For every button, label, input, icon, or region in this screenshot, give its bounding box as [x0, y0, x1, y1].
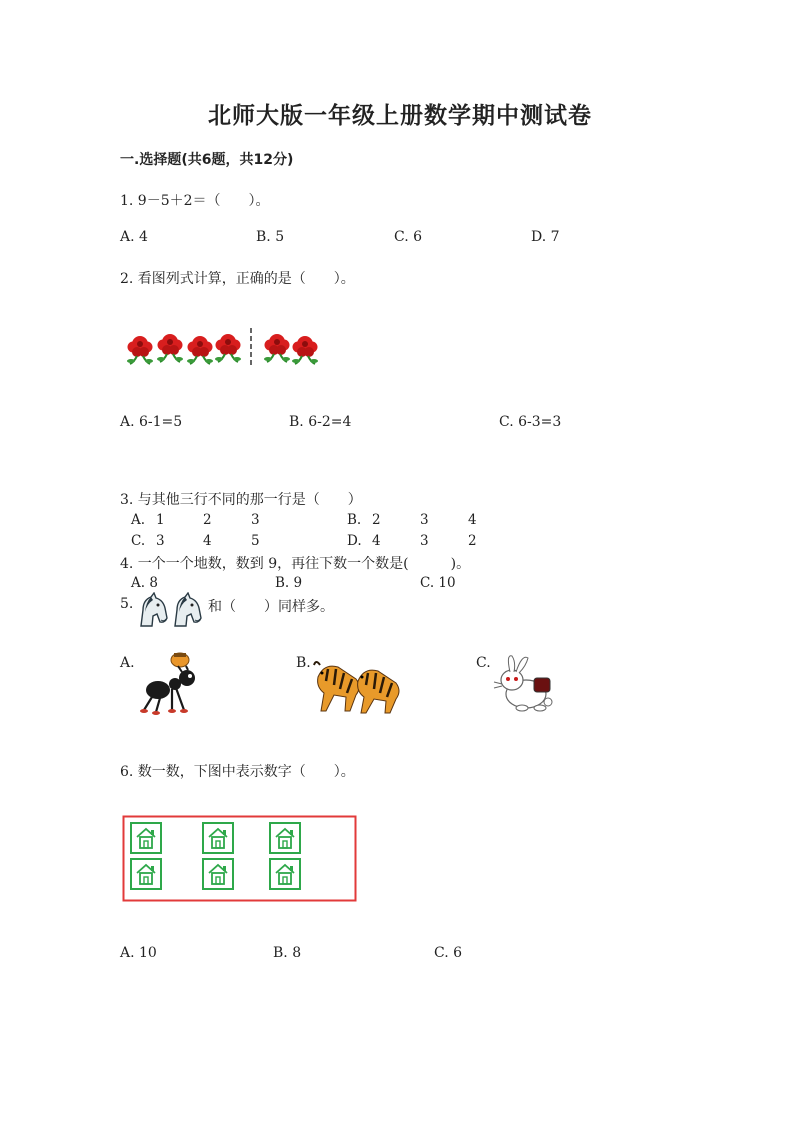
- section-heading: 一.选择题(共6题，共12分): [120, 152, 294, 168]
- q3-option-a-label[interactable]: A.: [131, 512, 146, 528]
- question-5-number: 5.: [120, 596, 134, 612]
- q2-option-b[interactable]: B. 6-2=4: [289, 414, 352, 430]
- ant-icon: [146, 681, 170, 699]
- q3-option-a-value: 3: [251, 512, 260, 528]
- q3-option-c-value: 5: [251, 533, 260, 549]
- q3-option-d-value: 3: [420, 533, 429, 549]
- bag-icon: [534, 678, 550, 692]
- q6-option-a[interactable]: A. 10: [120, 945, 157, 961]
- horse-icon: [141, 593, 167, 626]
- q1-option-d[interactable]: D. 7: [531, 229, 560, 245]
- q4-option-b[interactable]: B. 9: [275, 575, 303, 591]
- question-3: 3. 与其他三行不同的那一行是（ ）: [120, 492, 362, 508]
- rabbit-image: [492, 652, 564, 714]
- q2-option-a[interactable]: A. 6-1=5: [120, 414, 183, 430]
- q4-option-a[interactable]: A. 8: [131, 575, 158, 591]
- q3-option-b-value: 2: [372, 512, 381, 528]
- q3-option-b-label[interactable]: B.: [347, 512, 362, 528]
- rose-icon: [264, 334, 290, 362]
- page-title: 北师大版一年级上册数学期中测试卷: [208, 102, 592, 129]
- house-icon: [203, 859, 233, 889]
- tiger-icon: [314, 662, 359, 711]
- house-icon: [131, 823, 161, 853]
- tiger-icon: [358, 670, 399, 713]
- q3-option-d-value: 2: [468, 533, 477, 549]
- horses-image: [135, 592, 205, 630]
- q1-option-b[interactable]: B. 5: [256, 229, 285, 245]
- rabbit-icon: [494, 656, 552, 711]
- roses-image: [120, 322, 330, 370]
- q3-option-d-label[interactable]: D.: [347, 533, 362, 549]
- q3-option-a-value: 2: [203, 512, 212, 528]
- houses-frame: [122, 815, 358, 903]
- q1-option-c[interactable]: C. 6: [394, 229, 423, 245]
- house-icon: [203, 823, 233, 853]
- question-6: 6. 数一数，下图中表示数字（ ）。: [120, 764, 355, 780]
- q3-option-b-value: 3: [420, 512, 429, 528]
- q3-option-c-value: 3: [156, 533, 165, 549]
- question-5: 和（ ）同样多。: [208, 599, 334, 615]
- house-icon: [131, 859, 161, 889]
- q3-option-c-value: 4: [203, 533, 212, 549]
- tigers-image: [312, 655, 404, 715]
- q3-option-a-value: 1: [156, 512, 165, 528]
- rose-icon: [187, 336, 213, 364]
- q6-option-c[interactable]: C. 6: [434, 945, 463, 961]
- ant-image: [138, 652, 208, 716]
- question-1: 1. 9－5＋2＝（ ）。: [120, 193, 270, 209]
- house-icon: [270, 823, 300, 853]
- q3-option-d-value: 4: [372, 533, 381, 549]
- rose-icon: [157, 334, 183, 362]
- horse-icon: [175, 593, 201, 626]
- q1-option-a[interactable]: A. 4: [120, 229, 148, 245]
- q6-option-b[interactable]: B. 8: [273, 945, 302, 961]
- question-4: 4. 一个一个地数，数到 9，再往下数一个数是( )。: [120, 556, 471, 572]
- rose-icon: [215, 334, 241, 362]
- rose-icon: [292, 336, 318, 364]
- q3-option-b-value: 4: [468, 512, 477, 528]
- q5-option-a[interactable]: A.: [120, 655, 135, 671]
- q2-option-c[interactable]: C. 6-3=3: [499, 414, 562, 430]
- question-2: 2. 看图列式计算，正确的是（ ）。: [120, 271, 355, 287]
- q3-option-c-label[interactable]: C.: [131, 533, 146, 549]
- q4-option-c[interactable]: C. 10: [420, 575, 456, 591]
- rose-icon: [127, 336, 153, 364]
- q5-option-c[interactable]: C.: [476, 655, 491, 671]
- house-icon: [270, 859, 300, 889]
- q5-option-b[interactable]: B.: [296, 655, 311, 671]
